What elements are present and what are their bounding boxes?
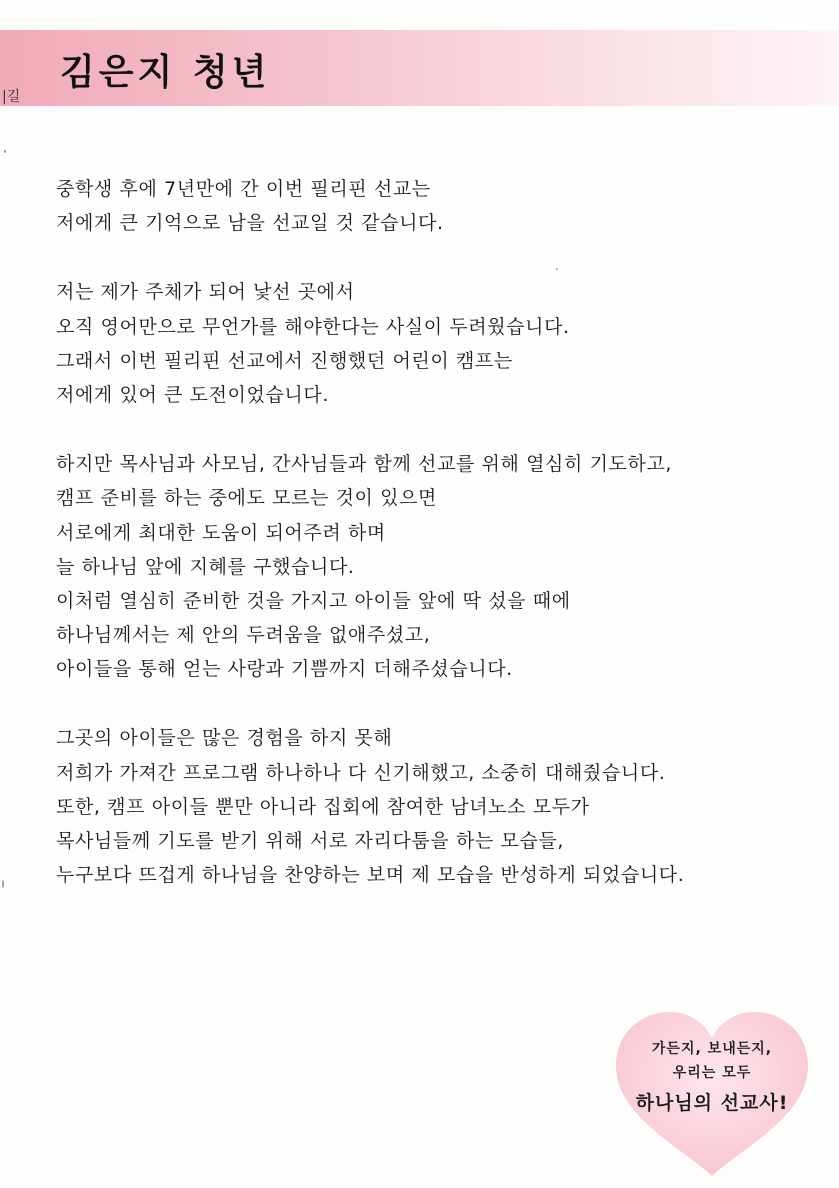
paragraph — [56, 447, 826, 686]
text-line: 저는 제가 주체가 되어 낯선 곳에서 — [56, 281, 355, 304]
text-line: 중학생 후에 7년만에 간 이번 필리핀 선교는 — [56, 178, 431, 200]
text-line: 이처럼 열심히 준비한 것을 가지고 아이들 앞에 딱 섰을 때에 — [56, 589, 571, 612]
page-title: 김은지 청년 — [60, 52, 271, 93]
text-line: 목사님들께 기도를 받기 위해 서로 자리다툼을 하는 모습들, — [56, 830, 565, 852]
heart-slogan-line-1: 가든지, 보내든지, — [651, 1041, 773, 1057]
heart-slogan-line-3: 하나님의 선교사! — [635, 1092, 789, 1114]
text-line: 캠프 준비를 하는 중에도 모르는 것이 있으면 — [56, 487, 438, 510]
text-line: 아이들을 통해 얻는 사랑과 기쁨까지 더해주셨습니다. — [56, 658, 513, 681]
heart-badge — [612, 1008, 812, 1178]
text-line: 저희가 가져간 프로그램 하나하나 다 신기해했고, 소중히 대해줬습니다. — [56, 761, 666, 784]
text-line: 하지만 목사님과 사모님, 간사님들과 함께 선교를 위해 열심히 기도하고, — [56, 453, 673, 476]
heart-slogan-line-2: 우리는 모두 — [672, 1065, 752, 1081]
text-line: 저에게 큰 기억으로 남을 선교일 것 같습니다. — [56, 212, 444, 235]
text-line: 하나님께서는 제 안의 두려움을 없애주셨고, — [56, 624, 431, 647]
paragraph — [56, 721, 826, 892]
paragraph — [56, 172, 826, 240]
article-body — [56, 172, 826, 927]
text-line: 오직 영어만으로 무언가를 해야한다는 사실이 두려웠습니다. — [56, 315, 570, 338]
text-line: 서로에게 최대한 도움이 되어주려 하며 — [56, 521, 386, 544]
text-line: 그곳의 아이들은 많은 경험을 하지 못해 — [56, 727, 393, 750]
text-line: 늘 하나님 앞에 지혜를 구했습니다. — [56, 555, 355, 578]
text-line: 누구보다 뜨겁게 하나님을 찬양하는 보며 제 모습을 반성하게 되었습니다. — [56, 864, 685, 887]
paragraph — [56, 275, 826, 412]
text-line: 저에게 있어 큰 도전이었습니다. — [56, 383, 329, 406]
text-line: 또한, 캠프 아이들 뿐만 아니라 집회에 참여한 남녀노소 모두가 — [56, 795, 590, 818]
header-side-mark: |길 — [2, 89, 21, 105]
scan-speck — [4, 150, 6, 153]
scan-speck — [2, 880, 4, 888]
text-line: 그래서 이번 필리핀 선교에서 진행했던 어린이 캠프는 — [56, 349, 513, 372]
